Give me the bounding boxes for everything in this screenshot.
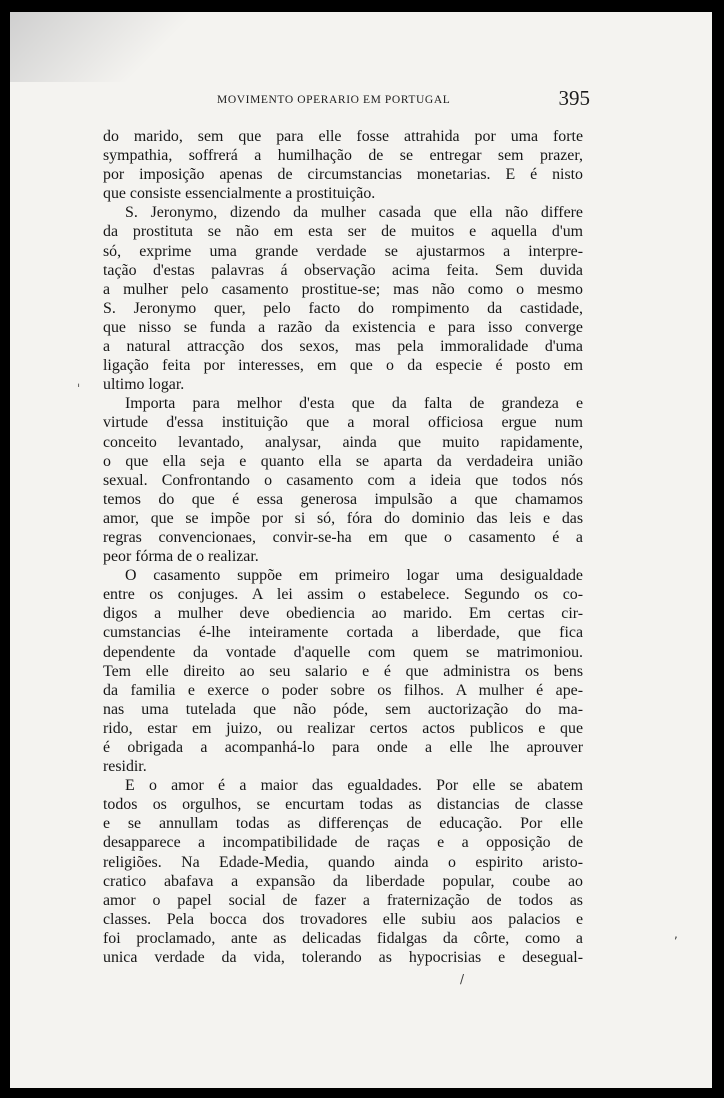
- text-line: religiões. Na Edade-Media, quando ainda o espirito aristo-: [103, 853, 583, 871]
- text-line: que nisso se funda a razão da existencia e para isso converge: [103, 318, 583, 336]
- book-page: [10, 12, 712, 1088]
- text-line: o que ella seja e quanto ella se aparta da verdadeira união: [103, 452, 583, 470]
- text-line: nas uma tutelada que não póde, sem auctorização do ma-: [103, 700, 583, 718]
- text-line: Importa para melhor d'esta que da falta de grandeza e: [125, 395, 583, 413]
- text-line: sexual. Confrontando o casamento com a ideia que todos nós: [103, 471, 583, 489]
- margin-speck: ˈ: [77, 382, 81, 396]
- text-line: digos a mulher deve obediencia ao marido. Em certas cir-: [103, 605, 583, 623]
- text-line: cumstancias é-lhe inteiramente cortada a liberdade, que fica: [103, 624, 583, 642]
- text-line: E o amor é a maior das egualdades. Por elle se abatem: [125, 777, 583, 795]
- text-line: peor fórma de o realizar.: [103, 548, 259, 566]
- text-line: O casamento suppõe em primeiro logar uma desigualdade: [125, 567, 583, 585]
- text-line: a mulher pelo casamento prostitue-se; mas não como o mesmo: [103, 280, 583, 298]
- text-line: entre os conjuges. A lei assim o estabelece. Segundo os co-: [103, 586, 583, 604]
- text-line: todos os orgulhos, se encurtam todas as distancias de classe: [103, 796, 583, 814]
- text-line: da familia e exerce o poder sobre os filhos. A mulher é ape-: [103, 681, 583, 699]
- text-line: classes. Pela bocca dos trovadores elle subiu aos palacios e: [103, 910, 583, 928]
- text-line: cratico abafava a expansão da liberdade popular, coube ao: [103, 872, 583, 890]
- text-line: do marido, sem que para elle fosse attrahida por uma forte: [103, 128, 583, 145]
- text-line: ligação feita por interesses, em que o da especie é posto em: [103, 357, 583, 375]
- text-line: amor o papel social de fazer a fraternização de todos as: [103, 891, 583, 909]
- text-line: é obrigada a acompanhá-lo para onde a elle lhe aprouver: [103, 739, 583, 756]
- text-line: S. Jeronymo quer, pelo facto do rompimento da castidade,: [103, 299, 583, 317]
- text-line: rido, estar em juizo, ou realizar certos actos publicos e que: [103, 719, 583, 737]
- text-line: que consiste essencialmente a prostituição.: [103, 185, 376, 203]
- margin-speck: /: [460, 972, 465, 986]
- margin-speck: ,: [674, 927, 678, 941]
- text-line: amor, que se impõe por si só, fóra do dominio das leis e das: [103, 509, 583, 527]
- text-line: por imposição apenas de circumstancias monetarias. E é nisto: [103, 166, 583, 184]
- text-line: conceito levantado, analysar, ainda que muito rapidamente,: [103, 433, 583, 451]
- text-line: dependente da vontade d'aquelle com quem se matrimoniou.: [103, 643, 583, 661]
- text-line: regras convencionaes, convir-se-ha em que o casamento é a: [103, 528, 583, 546]
- text-line: temos do que é essa generosa impulsão a que chamamos: [103, 490, 583, 508]
- body-text: [103, 127, 583, 967]
- text-line: Tem elle direito ao seu salario e é que administra os bens: [103, 662, 583, 680]
- text-line: residir.: [103, 758, 147, 776]
- text-line: só, exprime uma grande verdade se ajustarmos a interpre-: [103, 242, 583, 260]
- page-number: 395: [558, 86, 590, 110]
- text-line: da prostituta se não em esta ser de muitos e aquella d'um: [103, 223, 583, 241]
- text-line: sympathia, soffrerá a humilhação de se entregar sem prazer,: [103, 147, 583, 165]
- text-line: e se annullam todas as differenças de educação. Por elle: [103, 815, 583, 833]
- text-line: desapparece a incompatibilidade de raças e a opposição de: [103, 834, 583, 852]
- text-line: a natural attracção dos sexos, mas pela immoralidade d'uma: [103, 338, 583, 356]
- text-line: unica verdade da vida, tolerando as hypocrisias e desegual-: [103, 949, 583, 967]
- text-line: ultimo logar.: [103, 376, 185, 394]
- text-line: S. Jeronymo, dizendo da mulher casada que ella não differe: [125, 204, 583, 222]
- text-line: foi proclamado, ante as delicadas fidalgas da côrte, como a: [103, 929, 583, 947]
- text-line: tação d'estas palavras á observação acima feita. Sem duvida: [103, 261, 583, 279]
- running-title: MOVIMENTO OPERARIO EM PORTUGAL: [217, 94, 451, 106]
- text-line: virtude d'essa instituição que a moral officiosa ergue num: [103, 414, 583, 432]
